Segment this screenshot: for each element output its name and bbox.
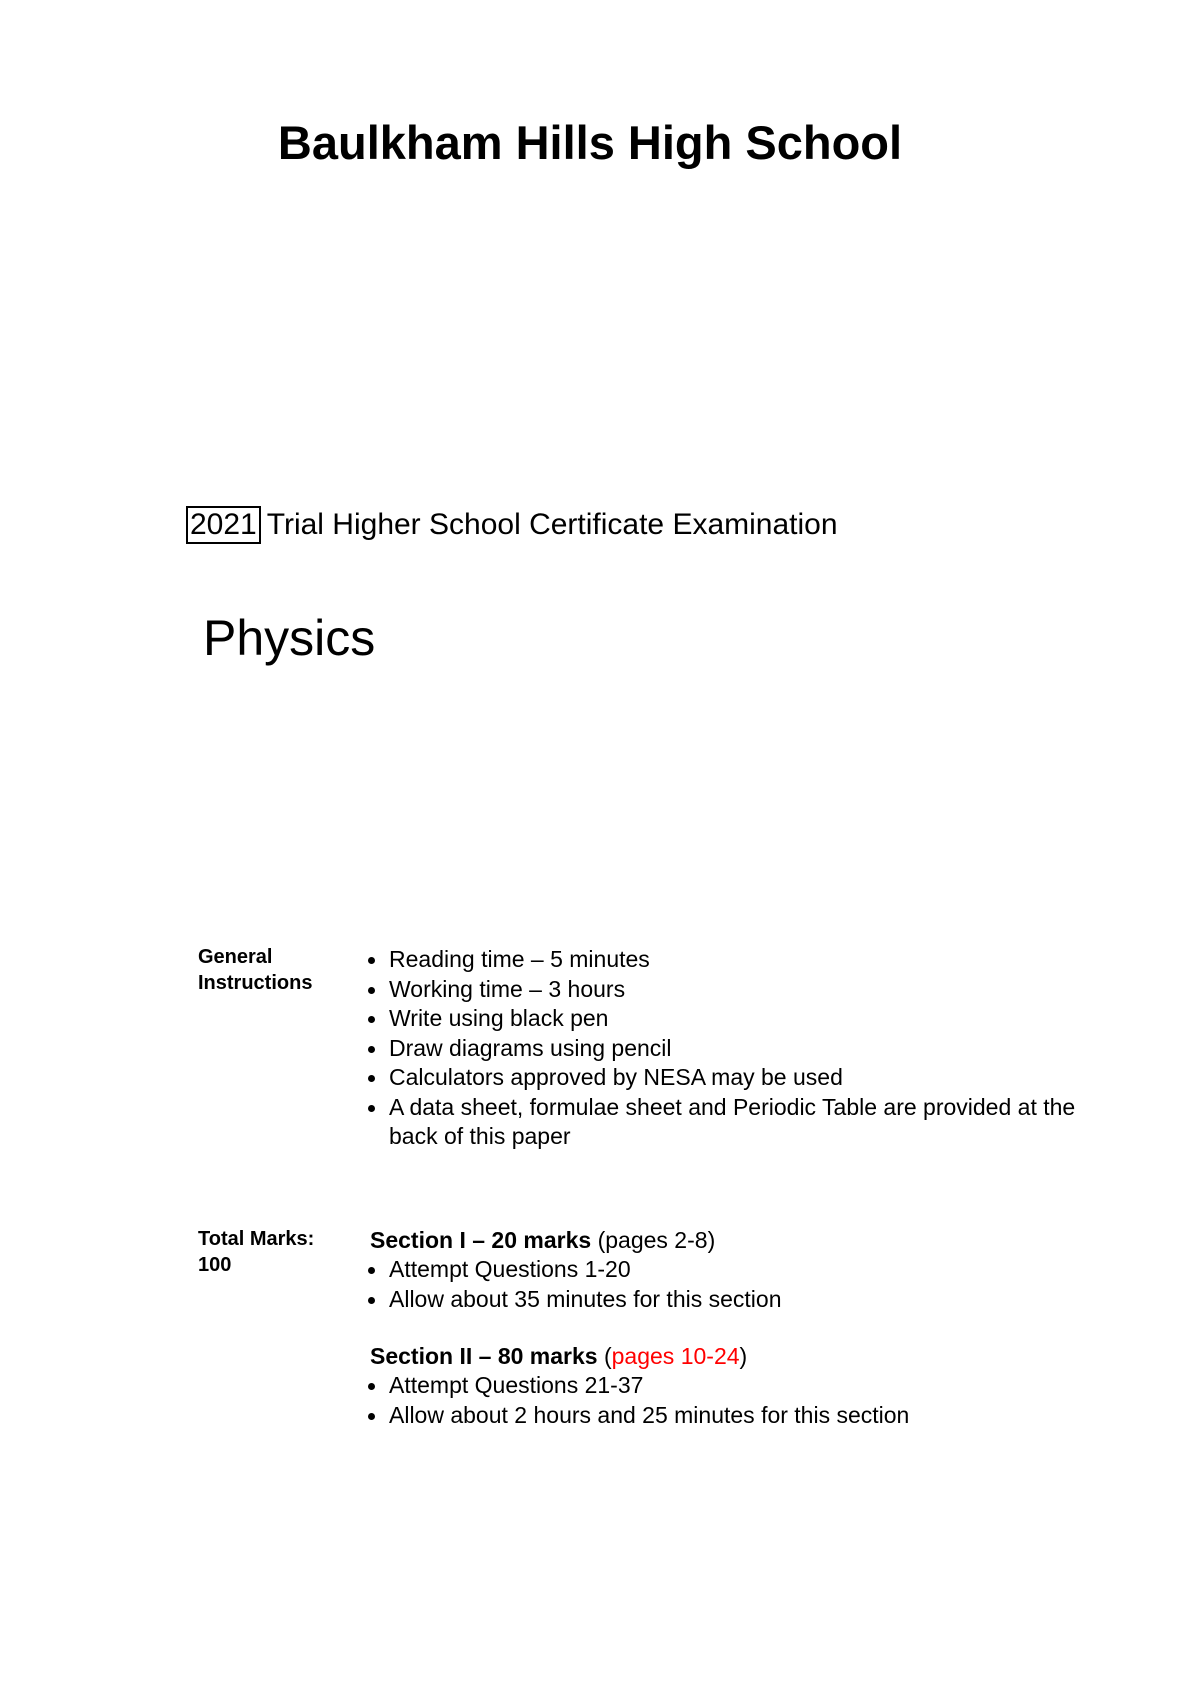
list-item: Allow about 35 minutes for this section: [365, 1285, 1109, 1315]
list-item: Working time – 3 hours: [365, 975, 1109, 1005]
list-item: A data sheet, formulae sheet and Periodic Table are provided at the back of this paper: [365, 1093, 1109, 1152]
section-2-title: Section II – 80 marks: [370, 1343, 598, 1369]
list-item: Draw diagrams using pencil: [365, 1034, 1109, 1064]
exam-title: Trial Higher School Certificate Examination: [266, 508, 838, 541]
list-item: Allow about 2 hours and 25 minutes for this section: [365, 1401, 1109, 1431]
section-2-paren-open: (: [597, 1343, 612, 1369]
section-1-heading: [370, 1225, 715, 1255]
list-item: Attempt Questions 1-20: [365, 1255, 1109, 1285]
general-instructions-label: [198, 944, 312, 996]
general-instructions-label-line1: General: [198, 946, 273, 968]
exam-title-line: [186, 505, 838, 545]
section-1-pages: pages 2-8: [605, 1227, 708, 1253]
section-2-paren-close: ): [739, 1343, 748, 1369]
section-1-title: Section I – 20 marks: [370, 1227, 592, 1253]
section-1-paren-close: ): [707, 1227, 716, 1253]
list-item: Reading time – 5 minutes: [365, 945, 1109, 975]
school-name: Baulkham Hills High School: [277, 116, 903, 169]
section-1-list: [365, 1255, 1109, 1314]
list-item: Attempt Questions 21-37: [365, 1371, 1109, 1401]
section-2-pages: pages 10-24: [611, 1343, 740, 1369]
total-marks-label-line1: Total Marks:: [198, 1228, 315, 1250]
section-1-paren-open: (: [591, 1227, 606, 1253]
total-marks-value: 100: [198, 1254, 232, 1276]
general-instructions-label-line2: Instructions: [198, 972, 313, 994]
total-marks-label: [198, 1226, 314, 1278]
subject-title: Physics: [203, 610, 376, 666]
general-instructions-list: [365, 945, 1109, 1152]
exam-year-box: 2021: [186, 506, 261, 544]
list-item: Write using black pen: [365, 1004, 1109, 1034]
list-item: Calculators approved by NESA may be used: [365, 1063, 1109, 1093]
section-2-list: [365, 1371, 1109, 1430]
section-2-heading: [370, 1341, 747, 1371]
